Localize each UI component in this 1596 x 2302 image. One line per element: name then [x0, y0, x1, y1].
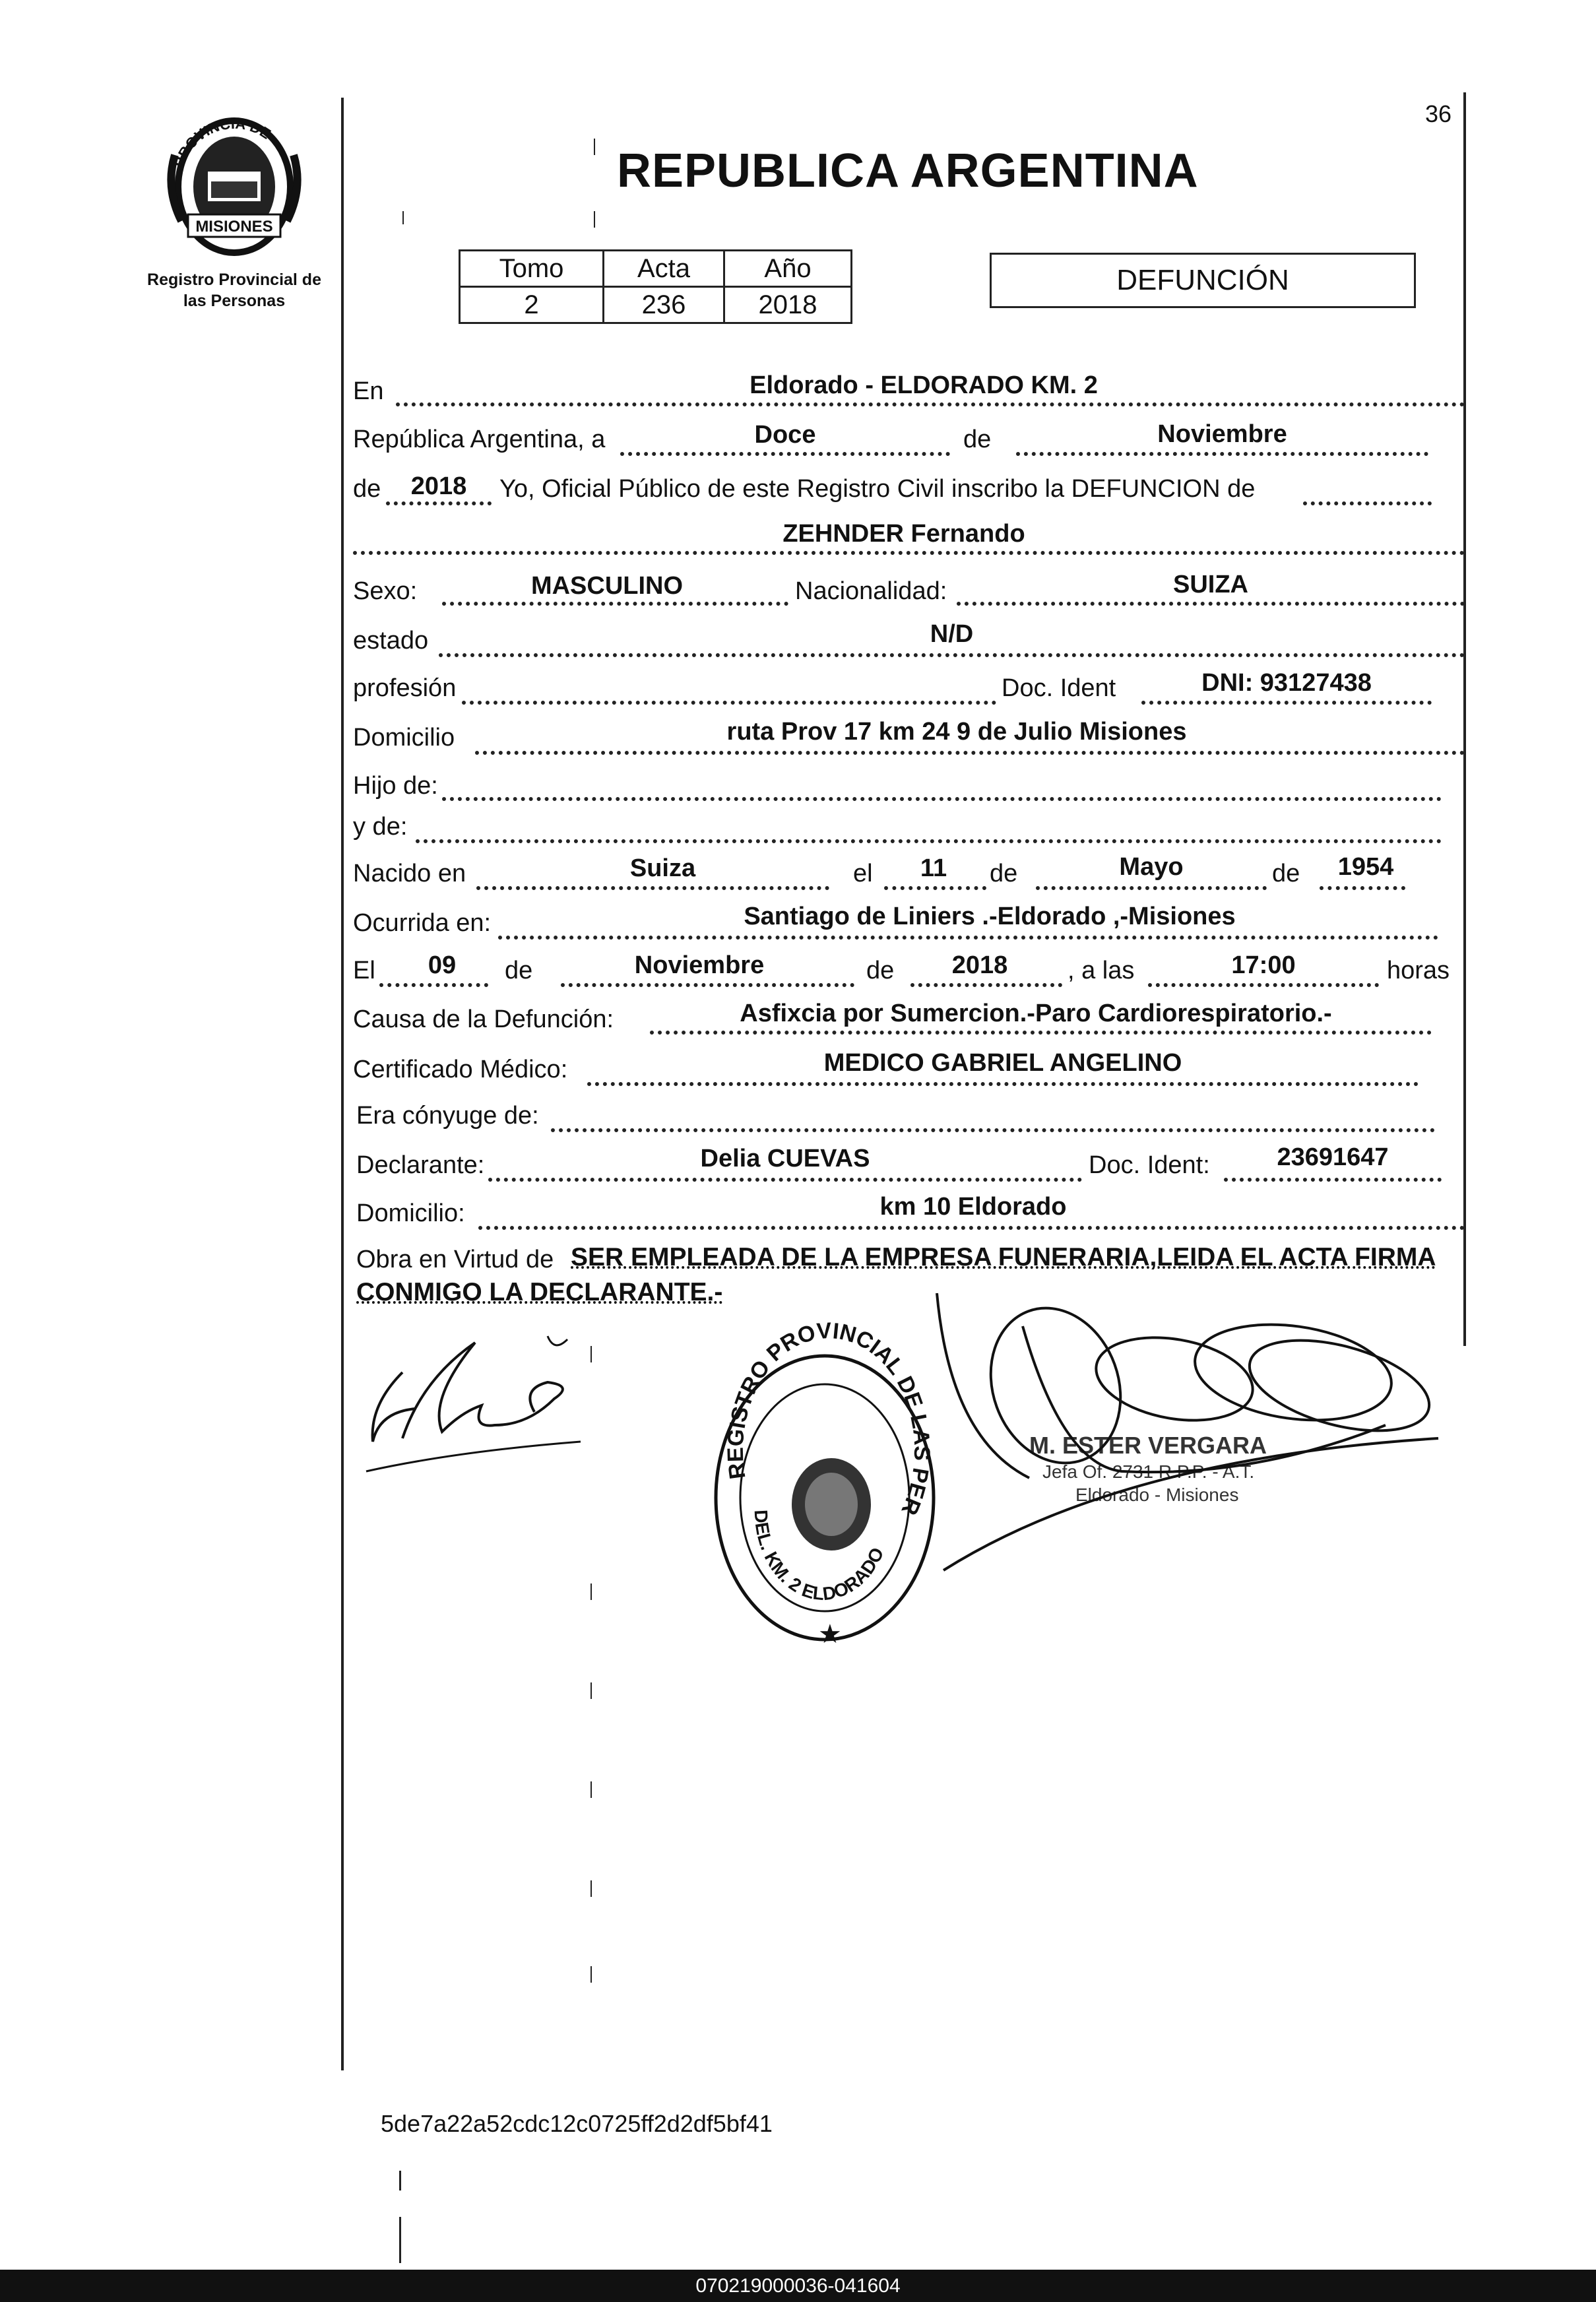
inscribo-text: Yo, Oficial Público de este Registro Civil inscribo la DEFUNCION de: [499, 475, 1256, 503]
value-def-anio: 2018: [951, 951, 1008, 979]
header-tomo: Tomo: [460, 251, 604, 287]
field-line-nacionalidad: [957, 602, 1465, 606]
field-line-decl-dom: [478, 1226, 1465, 1230]
field-line-def-anio: [910, 983, 1062, 987]
label-profesion: profesión: [353, 674, 457, 702]
value-anio: 2018: [724, 287, 852, 323]
logo-arc-bottom-text: MISIONES: [195, 218, 273, 236]
registry-caption-line1: Registro Provincial de: [147, 271, 321, 289]
field-line-certificado: [587, 1082, 1419, 1086]
value-def-dia: 09: [428, 951, 457, 979]
label-obra: Obra en Virtud de: [356, 1246, 554, 1273]
field-line-dia: [620, 452, 950, 456]
value-ocurrida: Santiago de Liniers .-Eldorado ,-Misiones: [744, 903, 1236, 930]
label-anio-prefix: de: [353, 475, 381, 503]
field-line-ocurrida: [498, 936, 1438, 940]
star-icon: ★: [818, 1620, 842, 1649]
label-sexo: Sexo:: [353, 577, 418, 605]
value-obra-line2: CONMIGO LA DECLARANTE.-: [356, 1278, 723, 1306]
declarant-signature: [356, 1326, 594, 1478]
document-hash: 5de7a22a52cdc12c0725ff2d2df5bf41: [381, 2110, 773, 2137]
label-domicilio: Domicilio: [353, 724, 455, 751]
label-republica: República Argentina, a: [353, 426, 606, 453]
field-line-yde: [416, 839, 1442, 843]
stamp-ring-text: REGISTRO PROVINCIAL DE LAS PERSONAS: [690, 1313, 935, 1519]
label-nacido: Nacido en: [353, 860, 466, 887]
record-table-value-row: [460, 287, 852, 323]
value-anio: 2018: [410, 472, 467, 500]
value-dia: Doce: [754, 421, 816, 449]
act-type-box: DEFUNCIÓN: [990, 253, 1416, 308]
value-acta: 236: [604, 287, 724, 323]
value-en: Eldorado - ELDORADO KM. 2: [750, 371, 1098, 399]
field-line-hijo: [442, 797, 1442, 801]
value-def-mes: Noviembre: [634, 951, 765, 979]
record-table-header-row: [460, 251, 852, 287]
label-nac-de1: de: [990, 860, 1018, 887]
field-line-def-dia: [379, 983, 488, 987]
left-margin-line: [341, 98, 344, 2070]
value-estado: N/D: [930, 620, 974, 648]
field-line-nac-mes: [1036, 886, 1267, 890]
label-estado: estado: [353, 627, 429, 655]
label-de: de: [963, 426, 992, 453]
value-mes: Noviembre: [1157, 420, 1287, 448]
fold-mark: [591, 1880, 592, 1897]
field-line-conyuge: [551, 1128, 1435, 1132]
fold-mark: [399, 2171, 401, 2190]
label-horas: horas: [1387, 957, 1450, 984]
label-decl-dom: Domicilio:: [356, 1199, 465, 1227]
field-line-profesion: [462, 701, 996, 705]
label-causa: Causa de la Defunción:: [353, 1006, 614, 1033]
value-nacionalidad: SUIZA: [1173, 571, 1248, 598]
value-causa: Asfixcia por Sumercion.-Paro Cardiorespiratorio.-: [740, 1000, 1332, 1027]
header-anio: Año: [724, 251, 852, 287]
label-def-de2: de: [866, 957, 895, 984]
stamp-inner-text: DEL. KM. 2 ELDORADO: [750, 1509, 888, 1605]
label-en: En: [353, 377, 384, 405]
official-stamp-line1: M. ESTER VERGARA: [1029, 1432, 1267, 1459]
label-nac-de2: de: [1272, 860, 1300, 887]
field-line-nombre: [353, 551, 1465, 555]
field-line-sexo: [442, 602, 788, 606]
registry-caption-line2: las Personas: [183, 292, 286, 310]
field-line-estado: [439, 653, 1465, 657]
field-line-nac-anio: [1320, 886, 1405, 890]
value-nac-dia: 11: [920, 854, 947, 882]
value-declarante: Delia CUEVAS: [700, 1145, 870, 1172]
value-sexo: MASCULINO: [530, 572, 684, 600]
field-line-declarante: [488, 1178, 1082, 1182]
field-line-inscribo: [1303, 501, 1432, 505]
value-decl-dom: km 10 Eldorado: [879, 1193, 1067, 1221]
field-line-def-mes: [561, 983, 854, 987]
field-line-decl-doc: [1224, 1178, 1442, 1182]
fold-mark: [399, 2217, 401, 2263]
label-alas: , a las: [1068, 957, 1135, 984]
value-decl-doc: 23691647: [1277, 1143, 1389, 1171]
field-line-causa: [650, 1031, 1432, 1035]
registry-caption: [129, 269, 340, 311]
right-margin-line: [1463, 92, 1466, 1346]
field-line-doc-ident: [1141, 701, 1432, 705]
field-line-mes: [1016, 452, 1428, 456]
registry-round-stamp: [690, 1313, 950, 1663]
province-seal-logo: [158, 109, 310, 261]
field-line-def-hora: [1148, 983, 1379, 987]
label-declarante: Declarante:: [356, 1151, 485, 1179]
label-el2: El: [353, 957, 375, 984]
fold-mark: [402, 211, 404, 224]
label-nacionalidad: Nacionalidad:: [795, 577, 947, 605]
label-yde: y de:: [353, 813, 408, 841]
fold-mark: [591, 1682, 592, 1699]
label-conyuge: Era cónyuge de:: [356, 1102, 539, 1130]
seal-icon: [158, 109, 310, 261]
fold-mark: [591, 1966, 592, 1983]
field-line-nac-dia: [884, 886, 986, 890]
field-line-en: [396, 402, 1465, 406]
value-nacido: Suiza: [629, 854, 696, 882]
logo-arc-top-text: PROVINCIA DE: [170, 115, 274, 170]
fold-mark: [591, 1781, 592, 1798]
value-def-hora: 17:00: [1231, 951, 1296, 979]
official-stamp-line2: Jefa Of. 2731 R.P.P. - A.T.: [1042, 1461, 1255, 1482]
label-ocurrida: Ocurrida en:: [353, 909, 492, 937]
label-certificado: Certificado Médico:: [353, 1056, 568, 1083]
label-hijo: Hijo de:: [353, 772, 438, 800]
value-domicilio: ruta Prov 17 km 24 9 de Julio Misiones: [726, 718, 1187, 746]
value-certificado: MEDICO GABRIEL ANGELINO: [823, 1049, 1182, 1077]
field-line-nacido: [476, 886, 829, 890]
fold-mark: [591, 1583, 592, 1600]
page-number: 36: [1425, 100, 1452, 127]
official-stamp-line3: Eldorado - Misiones: [1075, 1485, 1239, 1505]
value-nac-mes: Mayo: [1119, 853, 1184, 881]
footer-code: 070219000036-041604: [0, 2270, 1596, 2302]
label-el: el: [853, 860, 873, 887]
field-line-domicilio: [475, 751, 1465, 755]
field-line-anio: [386, 501, 492, 505]
value-obra-line1: SER EMPLEADA DE LA EMPRESA FUNERARIA,LEIDA EL ACTA FIRMA: [571, 1243, 1436, 1271]
official-signature: [924, 1293, 1465, 1583]
record-table: [459, 249, 852, 324]
value-nac-anio: 1954: [1337, 853, 1394, 881]
fold-mark: [594, 139, 595, 155]
fold-mark: [594, 211, 595, 228]
value-nombre: ZEHNDER Fernando: [782, 520, 1025, 548]
value-tomo: 2: [460, 287, 604, 323]
page-title: REPUBLICA ARGENTINA: [617, 144, 1199, 197]
header-acta: Acta: [604, 251, 724, 287]
label-def-de1: de: [505, 957, 533, 984]
label-doc-ident: Doc. Ident: [1002, 674, 1116, 702]
label-decl-doc: Doc. Ident:: [1089, 1151, 1210, 1179]
value-doc-ident: DNI: 93127438: [1201, 669, 1372, 697]
